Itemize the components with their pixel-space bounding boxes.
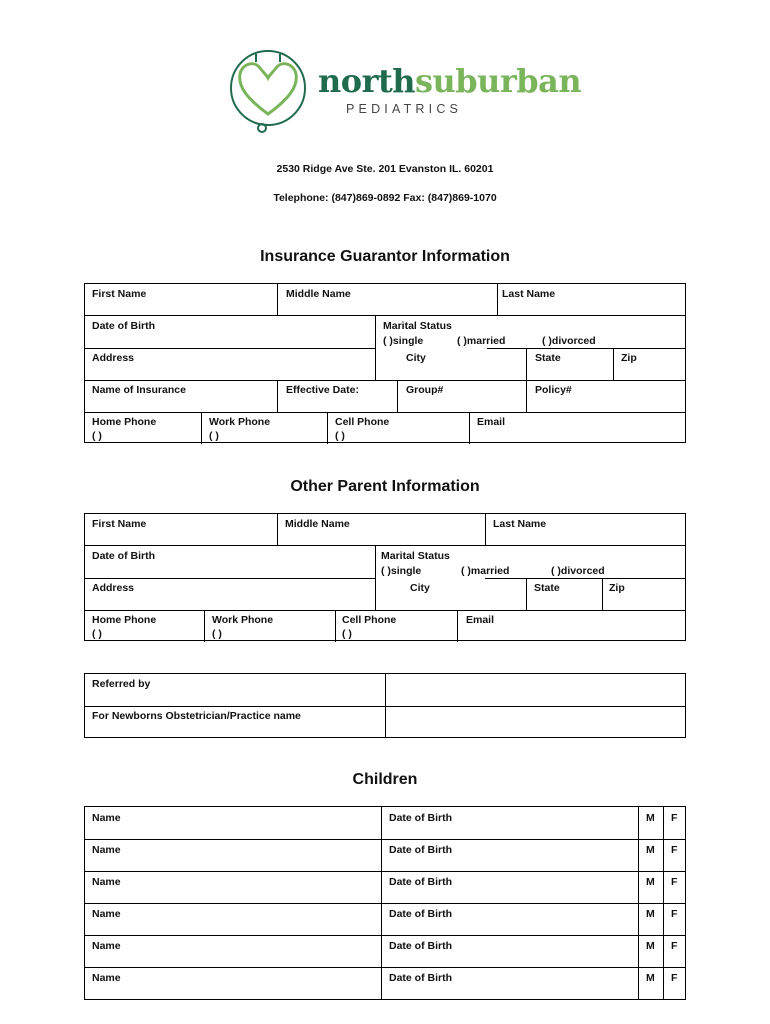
op-married-option[interactable]: ( )married bbox=[461, 565, 510, 577]
child-3-m-option[interactable]: M bbox=[646, 876, 655, 888]
child-6-name-label: Name bbox=[92, 972, 121, 984]
ins-married-option[interactable]: ( )married bbox=[457, 335, 506, 347]
child-5-dob-label: Date of Birth bbox=[389, 940, 452, 952]
other-parent-section-title: Other Parent Information bbox=[290, 478, 480, 495]
child-4-name-label: Name bbox=[92, 908, 121, 920]
ins-effective-date-label: Effective Date: bbox=[286, 384, 359, 396]
op-zip-label: Zip bbox=[609, 582, 625, 594]
child-1-dob-label: Date of Birth bbox=[389, 812, 452, 824]
op-divorced-option[interactable]: ( )divorced bbox=[551, 565, 605, 577]
ins-cell-phone-paren: ( ) bbox=[335, 430, 345, 442]
op-work-phone-paren: ( ) bbox=[212, 628, 222, 640]
child-3-f-option[interactable]: F bbox=[671, 876, 678, 888]
logo bbox=[226, 48, 582, 138]
ins-first-name-label: First Name bbox=[92, 288, 147, 300]
child-5-f-option[interactable]: F bbox=[671, 940, 678, 952]
child-4-dob-label: Date of Birth bbox=[389, 908, 452, 920]
child-2-name-label: Name bbox=[92, 844, 121, 856]
children-section-title: Children bbox=[352, 771, 418, 788]
ins-state-label: State bbox=[535, 352, 561, 364]
stethoscope-heart-icon bbox=[226, 48, 310, 134]
op-middle-name-label: Middle Name bbox=[285, 518, 350, 530]
op-cell-phone-paren: ( ) bbox=[342, 628, 352, 640]
insurance-section-title: Insurance Guarantor Information bbox=[260, 248, 510, 265]
op-dob-label: Date of Birth bbox=[92, 550, 155, 562]
ins-single-option[interactable]: ( )single bbox=[383, 335, 424, 347]
op-first-name-label: First Name bbox=[92, 518, 147, 530]
child-2-f-option[interactable]: F bbox=[671, 844, 678, 856]
op-state-label: State bbox=[534, 582, 560, 594]
child-4-f-option[interactable]: F bbox=[671, 908, 678, 920]
child-5-name-label: Name bbox=[92, 940, 121, 952]
child-2-m-option[interactable]: M bbox=[646, 844, 655, 856]
ins-email-label: Email bbox=[477, 416, 506, 428]
practice-phone: Telephone: (847)869-0892 Fax: (847)869-1070 bbox=[273, 192, 497, 204]
referred-by-label: Referred by bbox=[92, 678, 151, 690]
ins-home-phone-paren: ( ) bbox=[92, 430, 102, 442]
children-table bbox=[84, 806, 686, 1000]
child-6-dob-label: Date of Birth bbox=[389, 972, 452, 984]
ins-work-phone-label: Work Phone bbox=[209, 416, 271, 428]
ins-work-phone-paren: ( ) bbox=[209, 430, 219, 442]
child-6-f-option[interactable]: F bbox=[671, 972, 678, 984]
child-2-dob-label: Date of Birth bbox=[389, 844, 452, 856]
op-last-name-label: Last Name bbox=[493, 518, 547, 530]
referral-table bbox=[84, 673, 686, 738]
ins-middle-name-label: Middle Name bbox=[286, 288, 351, 300]
ins-group-label: Group# bbox=[406, 384, 444, 396]
ins-insurance-name-label: Name of Insurance bbox=[92, 384, 186, 396]
op-work-phone-label: Work Phone bbox=[212, 614, 274, 626]
ins-last-name-label: Last Name bbox=[502, 288, 556, 300]
ins-home-phone-label: Home Phone bbox=[92, 416, 157, 428]
ins-cell-phone-label: Cell Phone bbox=[335, 416, 390, 428]
op-email-label: Email bbox=[466, 614, 495, 626]
child-4-m-option[interactable]: M bbox=[646, 908, 655, 920]
op-city-label: City bbox=[410, 582, 430, 594]
practice-address: 2530 Ridge Ave Ste. 201 Evanston IL. 60201 bbox=[276, 163, 494, 175]
ins-divorced-option[interactable]: ( )divorced bbox=[542, 335, 596, 347]
other-parent-table bbox=[84, 513, 686, 641]
op-address-label: Address bbox=[92, 582, 135, 594]
brand-name-suburban: suburban bbox=[415, 62, 582, 100]
obstetrician-label: For Newborns Obstetrician/Practice name bbox=[92, 710, 301, 722]
child-3-name-label: Name bbox=[92, 876, 121, 888]
ins-policy-label: Policy# bbox=[535, 384, 572, 396]
ins-dob-label: Date of Birth bbox=[92, 320, 155, 332]
brand-subtitle: PEDIATRICS bbox=[346, 102, 463, 116]
op-single-option[interactable]: ( )single bbox=[381, 565, 422, 577]
op-home-phone-paren: ( ) bbox=[92, 628, 102, 640]
ins-address-label: Address bbox=[92, 352, 135, 364]
child-1-name-label: Name bbox=[92, 812, 121, 824]
ins-marital-status-label: Marital Status bbox=[383, 320, 452, 332]
ins-city-label: City bbox=[406, 352, 426, 364]
insurance-table bbox=[84, 283, 686, 443]
child-1-m-option[interactable]: M bbox=[646, 812, 655, 824]
brand-name bbox=[318, 62, 581, 100]
brand-name-north: north bbox=[318, 62, 416, 100]
op-home-phone-label: Home Phone bbox=[92, 614, 157, 626]
op-cell-phone-label: Cell Phone bbox=[342, 614, 397, 626]
child-6-m-option[interactable]: M bbox=[646, 972, 655, 984]
ins-zip-label: Zip bbox=[621, 352, 637, 364]
child-5-m-option[interactable]: M bbox=[646, 940, 655, 952]
op-marital-status-label: Marital Status bbox=[381, 550, 450, 562]
child-1-f-option[interactable]: F bbox=[671, 812, 678, 824]
child-3-dob-label: Date of Birth bbox=[389, 876, 452, 888]
